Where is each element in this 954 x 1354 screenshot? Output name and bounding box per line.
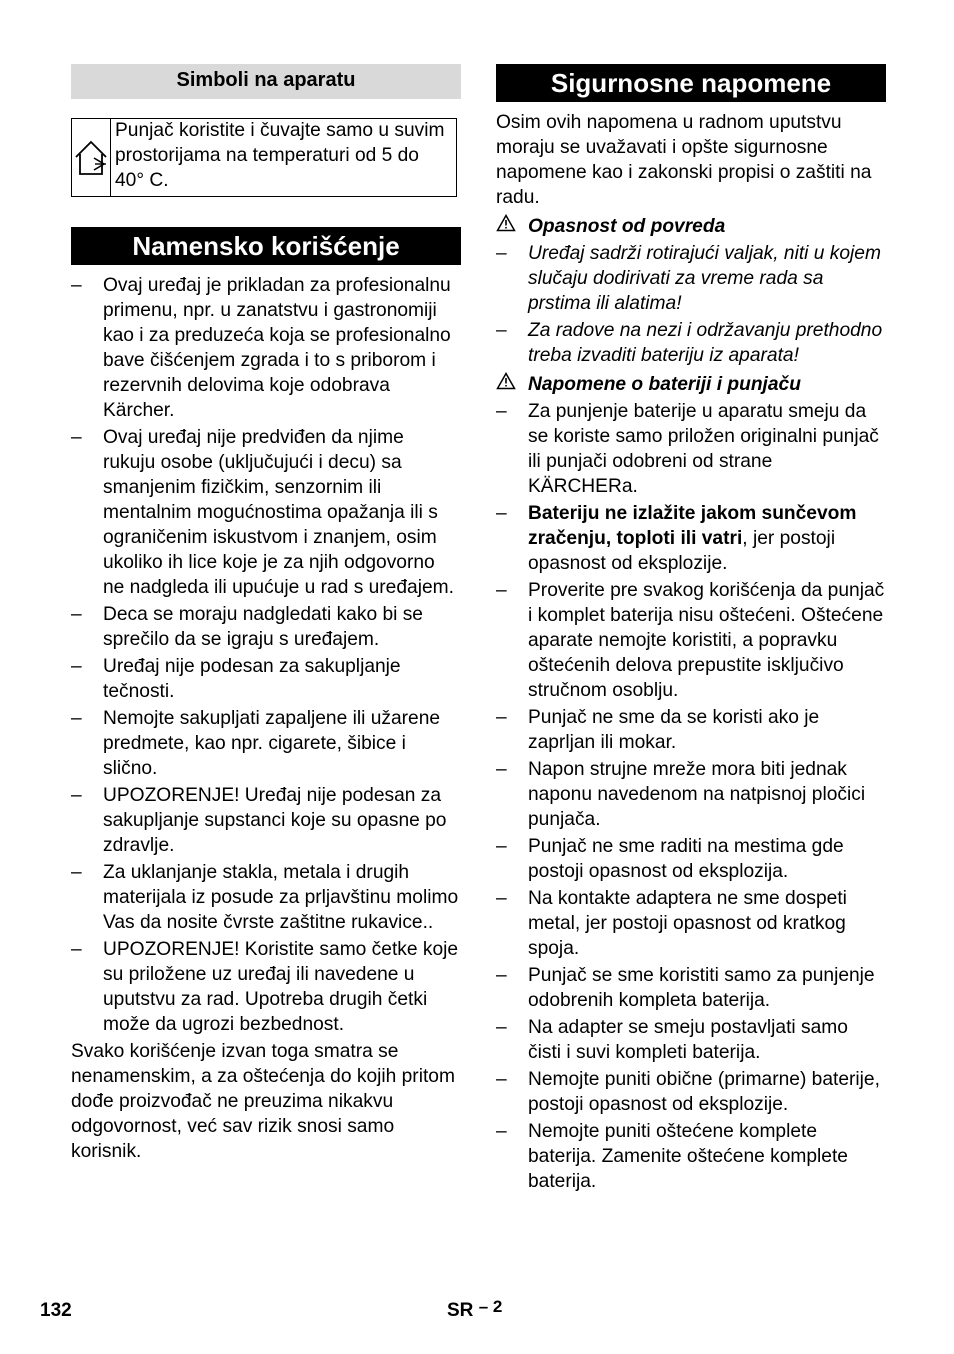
warning-text-rest: , jer postoji opasnost od eksplozije. xyxy=(528,528,836,574)
bold-warning-text: Bateriju ne izlažite jakom sunčevom zračenju, toploti ili vatri xyxy=(528,503,857,549)
symbols-table xyxy=(71,118,457,197)
list-item: – Ovaj uređaj nije predviđen da njime rukuju osobe (uključujući i decu) sa smanjenim fizičkim, senzornim ili mentalnim mogućnostima opažanja ili s ograničenim iskustvom i znanjem, osim ukoliko ih lice koje je za njih odgovorno ne nadgleda ili upućuje u rad s uređajem. xyxy=(71,425,461,600)
battery-warning-title: Napomene o bateriji i punjaču xyxy=(528,374,801,395)
safety-intro: Osim ovih napomena u radnom uputstvu moraju se uvažavati i opšte sigurnosne napomene kao i zakonski propisi o zaštiti na radu. xyxy=(496,112,872,208)
symbols-heading: Simboli na aparatu xyxy=(71,64,461,99)
list-item: – Uređaj sadrži rotirajući valjak, niti u kojem slučaju dodirivati za vreme rada sa prstima ili alatima! xyxy=(496,241,886,316)
page-number: 132 xyxy=(40,1300,72,1321)
warning-triangle-icon xyxy=(496,214,528,239)
language-code: SR xyxy=(447,1300,474,1321)
section-number: – 2 xyxy=(478,1297,503,1316)
list-item: – Nemojte puniti obične (primarne) baterije, postoji opasnost od eksplozije. xyxy=(496,1067,886,1117)
list-item: – Na kontakte adaptera ne sme dospeti metal, jer postoji opasnost od kratkog spoja. xyxy=(496,886,886,961)
injury-warning-heading xyxy=(496,214,886,239)
list-item: – Za punjenje baterije u aparatu smeju da se koriste samo priložen originalni punjač ili punjači odobreni od strane KÄRCHERa. xyxy=(496,399,886,499)
list-item: – UPOZORENJE! Uređaj nije podesan za sakupljanje supstanci koje su opasne po zdravlje. xyxy=(71,783,461,858)
injury-warning-title: Opasnost od povreda xyxy=(528,216,726,237)
left-column xyxy=(71,64,461,1164)
injury-list xyxy=(496,241,886,368)
battery-warning-heading xyxy=(496,372,886,397)
list-item: – UPOZORENJE! Koristite samo četke koje su priložene uz uređaj ili navedene u uputstvu za rad. Upotreba drugih četki može da ugrozi bezbednost. xyxy=(71,937,461,1037)
list-item: – Napon strujne mreže mora biti jednak naponu navedenom na natpisnoj pločici punjača. xyxy=(496,757,886,832)
right-column xyxy=(496,64,886,1194)
symbols-text: Punjač koristite i čuvajte samo u suvim prostorijama na temperaturi od 5 do 40° C. xyxy=(115,120,445,191)
house-indoor-icon xyxy=(72,119,111,196)
list-item: – Nemojte puniti oštećene komplete baterija. Zamenite oštećene komplete baterija. xyxy=(496,1119,886,1194)
list-item: – Nemojte sakupljati zapaljene ili užarene predmete, kao npr. cigarete, šibice i slično. xyxy=(71,706,461,781)
list-item: – Uređaj nije podesan za sakupljanje tečnosti. xyxy=(71,654,461,704)
list-item: – Na adapter se smeju postavljati samo čisti i suvi kompleti baterija. xyxy=(496,1015,886,1065)
footer-language xyxy=(447,1298,502,1323)
safety-heading: Sigurnosne napomene xyxy=(496,64,886,102)
intended-use-list xyxy=(71,273,461,1037)
list-item: – Deca se moraju nadgledati kako bi se sprečilo da se igraju s uređajem. xyxy=(71,602,461,652)
list-item: – Ovaj uređaj je prikladan za profesionalnu primenu, npr. u zanatstvu i gastronomiji kao i za preduzeća koja se profesionalno bave čišćenjem zgrada i to s priborom i rezervnih delovima koje odobrava Kärcher. xyxy=(71,273,461,423)
list-item: – Za uklanjanje stakla, metala i drugih materijala iz posude za prljavštinu molimo Vas da nosite čvrste zaštitne rukavice.. xyxy=(71,860,461,935)
list-item xyxy=(496,501,886,576)
warning-triangle-icon xyxy=(496,372,528,397)
intended-use-heading: Namensko korišćenje xyxy=(71,227,461,265)
list-item: – Za radove na nezi i održavanju prethodno treba izvaditi bateriju iz aparata! xyxy=(496,318,886,368)
list-item: – Proverite pre svakog korišćenja da punjač i komplet baterija nisu oštećeni. Oštećene aparate nemojte koristiti, a popravku oštećenih delova prepustite isključivo stručnom osoblju. xyxy=(496,578,886,703)
list-item: – Punjač ne sme da se koristi ako je zaprljan ili mokar. xyxy=(496,705,886,755)
list-item: – Punjač ne sme raditi na mestima gde postoji opasnost od eksplozija. xyxy=(496,834,886,884)
intended-use-closing: Svako korišćenje izvan toga smatra se nenamenskim, a za oštećenja do kojih pritom dođe proizvođač ne preuzima nikakvu odgovornost, već sav rizik snosi samo korisnik. xyxy=(71,1041,455,1162)
list-item: – Punjač se sme koristiti samo za punjenje odobrenih kompleta baterija. xyxy=(496,963,886,1013)
battery-list xyxy=(496,399,886,1194)
